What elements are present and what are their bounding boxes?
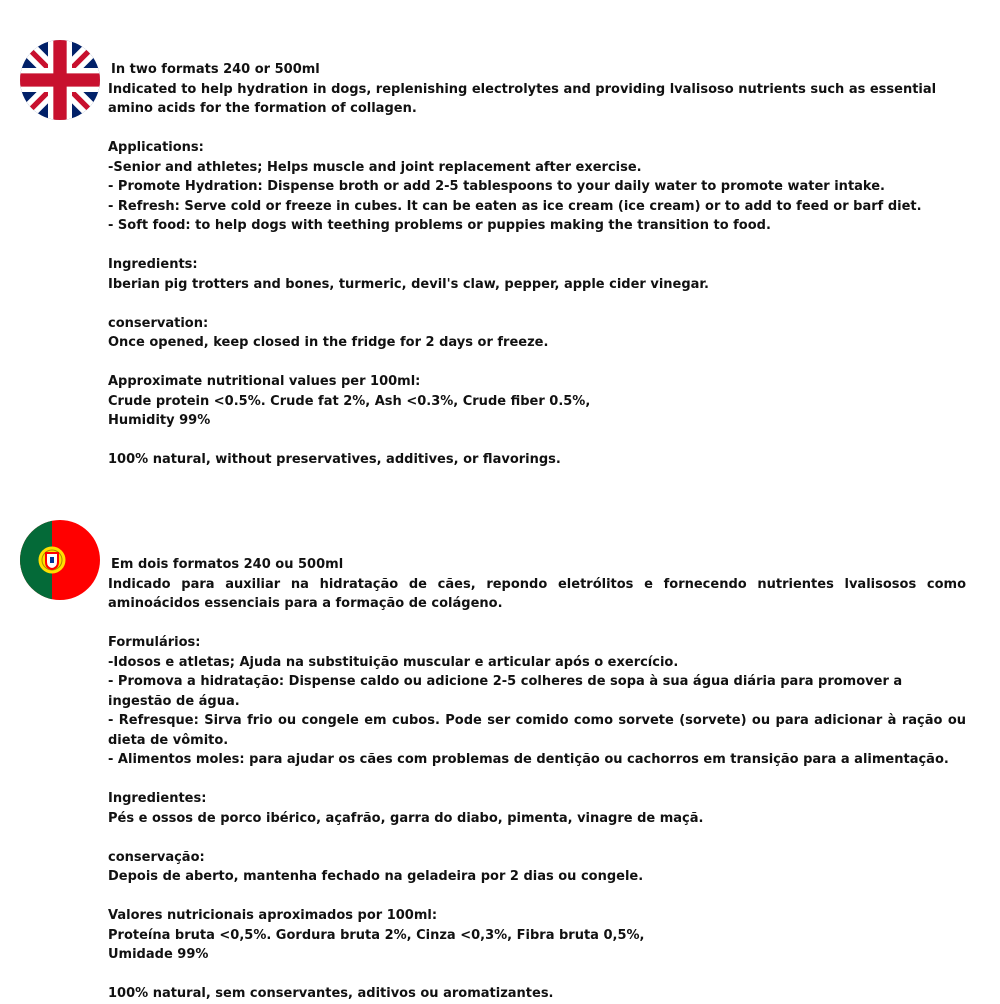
pt-application-item: - Promova a hidratação: Dispense caldo ou adicione 2-5 colheres de sopa à sua água diária para promover a ingestão de água. (108, 674, 903, 709)
pt-intro: Indicado para auxiliar na hidratação de cães, repondo eletrólitos e fornecendo nutrientes lvalisosos como aminoácidos essenciais para a formação de colágeno. (108, 576, 966, 611)
pt-conservation-heading: conservação: (108, 849, 205, 865)
en-application-item: -Senior and athletes; Helps muscle and joint replacement after exercise. (108, 159, 642, 175)
en-nutrition-line: Humidity 99% (108, 413, 211, 428)
english-section (108, 60, 966, 470)
pt-nutrition-line: Proteína bruta <0,5%. Gordura bruta 2%, Cinza <0,3%, Fibra bruta 0,5%, (108, 927, 645, 943)
en-nutrition-heading: Approximate nutritional values per 100ml: (108, 374, 421, 389)
en-intro: Indicated to help hydration in dogs, replenishing electrolytes and providing lvalisoso nutrients such as essential amino acids for the formation of collagen. (108, 81, 937, 116)
en-application-item: - Promote Hydration: Dispense broth or add 2-5 tablespoons to your daily water to promote water intake. (108, 179, 885, 194)
pt-nutrition-line: Umidade 99% (108, 947, 209, 962)
en-title: In two formats 240 or 500ml (111, 62, 320, 77)
en-ingredients: Iberian pig trotters and bones, turmeric, devil's claw, pepper, apple cider vinegar. (108, 276, 709, 292)
en-conservation: Once opened, keep closed in the fridge for 2 days or freeze. (108, 335, 549, 350)
uk-flag-icon (20, 40, 100, 120)
pt-ingredients: Pés e ossos de porco ibérico, açafrão, garra do diabo, pimenta, vinagre de maçã. (108, 810, 704, 826)
portugal-flag-icon (20, 520, 100, 600)
pt-footer: 100% natural, sem conservantes, aditivos ou aromatizantes. (108, 986, 554, 1001)
pt-conservation: Depois de aberto, mantenha fechado na geladeira por 2 dias ou congele. (108, 869, 644, 884)
en-ingredients-heading: Ingredients: (108, 257, 198, 272)
portuguese-section (108, 555, 966, 1004)
en-application-item: - Refresh: Serve cold or freeze in cubes. It can be eaten as ice cream (ice cream) or to add to feed or barf diet. (108, 198, 922, 214)
pt-application-item: -Idosos e atletas; Ajuda na substituição muscular e articular após o exercício. (108, 654, 679, 670)
en-conservation-heading: conservation: (108, 315, 209, 331)
pt-applications-heading: Formulários: (108, 635, 201, 650)
pt-ingredients-heading: Ingredientes: (108, 791, 207, 806)
en-nutrition-line: Crude protein <0.5%. Crude fat 2%, Ash <0.3%, Crude fiber 0.5%, (108, 393, 591, 409)
en-application-item: - Soft food: to help dogs with teething problems or puppies making the transition to food. (108, 218, 771, 233)
pt-title: Em dois formatos 240 ou 500ml (111, 557, 344, 572)
pt-application-item: - Alimentos moles: para ajudar os cães com problemas de dentição ou cachorros em transição para a alimentação. (108, 752, 949, 767)
pt-nutrition-heading: Valores nutricionais aproximados por 100ml: (108, 908, 438, 923)
en-applications-heading: Applications: (108, 140, 204, 155)
en-footer: 100% natural, without preservatives, additives, or flavorings. (108, 452, 561, 467)
pt-application-item: - Refresque: Sirva frio ou congele em cubos. Pode ser comido como sorvete (sorvete) ou para adicionar à ração ou dieta de vômito. (108, 713, 966, 748)
